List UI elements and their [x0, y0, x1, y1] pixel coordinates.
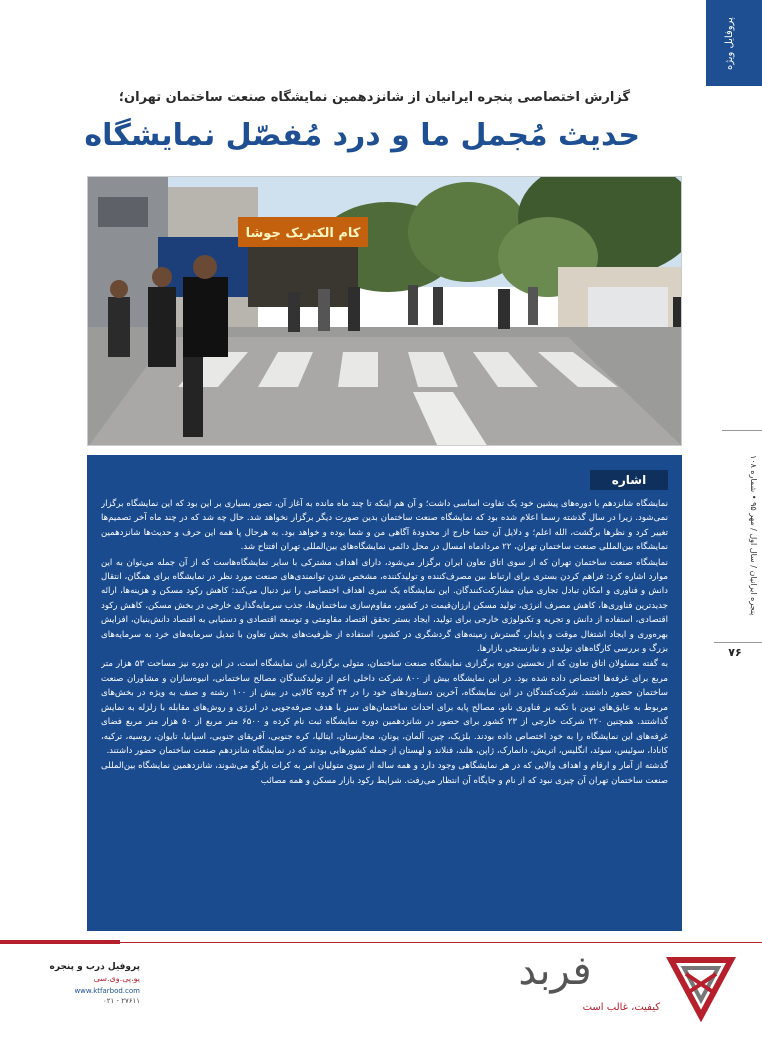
ad-material-line: یو.پی.وی.سی: [93, 974, 140, 983]
brand-slogan: کیفیت، غالب است: [582, 1002, 660, 1013]
side-divider: [722, 430, 762, 431]
section-tab: [706, 0, 762, 86]
ad-website: www.ktfarbod.com: [74, 987, 140, 995]
article-title: حدیث مُجمل ما و درد مُفصّل نمایشگاه: [84, 118, 640, 153]
article-paragraph: گذشته از آمار و ارقام و اهداف والایی که در هر نمایشگاهی وجود دارد و همه ساله از سوی متولیان امر به کرات بازگو می‌شوند، شانزدهمین نمایشگاه بین‌المللی صنعت ساختمان تهران آن چیزی نبود که از نام و جایگاه آن انتظار می‌رفت. شرایط رکود بازار مسکن و همه مصائب: [101, 761, 668, 786]
section-tab-label: پروفایل ویژه: [724, 17, 735, 71]
street-scene-image: [88, 177, 682, 446]
brand-logo-icon: [666, 952, 736, 1022]
article-box: [87, 455, 682, 931]
issue-meta: پنجره ایرانیان / سال اول / مهر ۹۵ • شماره ۱۰۸: [749, 455, 758, 616]
footer-accent-bar: [0, 940, 120, 944]
article-paragraph: به گفته مسئولان اتاق تعاون که از نخستین دوره برگزاری نمایشگاه صنعت ساختمان، متولی برگزاری این نمایشگاه است، در این دوره نیز مساحت ۵۳ هزار متر مربع برای غرفه‌ها اختصاص داده شده بود. در این نمایشگاه بیش از ۸۰۰ شرکت داخلی اعم از تولیدکنندگان مصالح ساختمانی، انبوه‌سازان و مشاوران صنعت ساختمان حضور داشتند. شرکت‌کنندگان در این نمایشگاه، آخرین دستاوردهای خود را در ۲۴ گروه کالایی در بیش از ۱۰۰ رشته و صنف به ویژه در بخش‌های مربوط به عایق‌های نوین با تکیه بر فناوری نانو، مصالح پایه برای احداث ساختمان‌های سبز با هدف صرفه‌جویی در انرژی و روش‌های مقابله با زلزله به نمایش گذاشتند. همچنین ۲۲۰ شرکت خارجی از ۲۳ کشور برای حضور در شانزدهمین دوره نمایشگاه ثبت نام کرده و ۶۵۰۰ متر مربع از ۵۰ هزار متر مربع فضای غرفه‌های این نمایشگاه را به خود اختصاص داده بودند. بلژیک، چین، آلمان، یونان، مجارستان، ایتالیا، کره جنوبی، آفریقای جنوبی، اسپانیا، تایوان، روسیه، ترکیه، کانادا، سوئیس، سوئد، انگلیس، اتریش، دانمارک، ژاپن، هلند، فنلاند و لهستان از جمله کشورهایی بودند که در نمایشگاه شانزدهم صنعت ساختمان حضور داشتند.: [101, 659, 668, 756]
article-body: [101, 497, 668, 925]
article-kicker: گزارش اختصاصی پنجره ایرانیان از شانزدهمین نمایشگاه صنعت ساختمان تهران؛: [118, 90, 630, 105]
article-paragraph: نمایشگاه صنعت ساختمان تهران که از سوی اتاق تعاون ایران برگزار می‌شود، دارای اهداف مشترکی با سایر نمایشگاه‌هاست که از آن جمله می‌توان به این موارد اشاره کرد: فراهم کردن بستری برای ارتباط بین مصرف‌کننده و تولیدکننده، مشخص شدن توانمندی‌های صنعت مورد نظر در نمایشگاه برای همگان، انتقال دانش و فناوری و امکان تبادل تجاری میان مشارکت‌کنندگان. این نمایشگاه یک سری اهداف اختصاصی را نیز دنبال می‌کند: کاهش رکود مسکن و هزینه‌ها، ارائه جدیدترین فناوری‌ها، کاهش مصرف انرژی، تولید مسکن ارزان‌قیمت در کشور، مقاوم‌سازی ساختمان‌ها، جذب سرمایه‌گذاری خارجی در بخش مسکن، کاهش رکود اقتصادی، استفاده از دانش و تجربه و تکنولوژی خارجی برای تولید، ایجاد بستر تحقق اقتصاد مقاومتی و توسعه اقتصادی و دستیابی به اقتصاد دانش‌بنیان، افزایش بهره‌وری و ایجاد اشتغال موقت و پایدار، گسترش زمینه‌های گردشگری در کشور، استفاده از ظرفیت‌های بخش تعاون با تبدیل سرمایه‌های خرد به سرمایه‌های بزرگ و بررسی کارگاه‌های تولیدی و نیازسنجی بازارها.: [101, 557, 668, 655]
shop-sign-text: کام الکتریک جوشا: [245, 226, 361, 241]
advertiser-info: [30, 962, 140, 1032]
page-number-divider: [714, 642, 762, 643]
page-number: ۷۶: [728, 646, 742, 659]
article-paragraph: نمایشگاه شانزدهم با دوره‌های پیشین خود یک تفاوت اساسی داشت؛ و آن هم اینکه تا چند ماه مانده به آغاز آن، تصور بسیاری بر این بود که این نمایشگاه برگزار نمی‌شود. زیرا در سال گذشته رسما اعلام شده بود که نمایشگاه صنعت ساختمان بدین صورت دیگر برگزار نخواهد شد. حال چه شد که در چند ماه آخر تصمیم‌ها تغییر کرد و نظرها برگشت، الله اعلم؛ و دلایل آن حتما خارج از محدودهٔ آگاهی من و شما بوده و خواهد بود. به هرحال پا همه این حرف و حدیث‌ها شانزدهمین نمایشگاه بین‌المللی صنعت ساختمان تهران، ۲۲ مردادماه امسال در محل دائمی نمایشگاه‌های بین‌المللی تهران افتتاح شد.: [101, 499, 668, 553]
intro-badge: اشاره: [590, 470, 668, 490]
exhibition-photo: [87, 176, 682, 446]
brand-wordmark: فربد: [518, 948, 592, 994]
ad-phone: ۰۲۱ - ۲۷۶۱۱: [102, 997, 140, 1005]
ad-product-line: پروفیل درب و پنجره: [49, 962, 140, 972]
